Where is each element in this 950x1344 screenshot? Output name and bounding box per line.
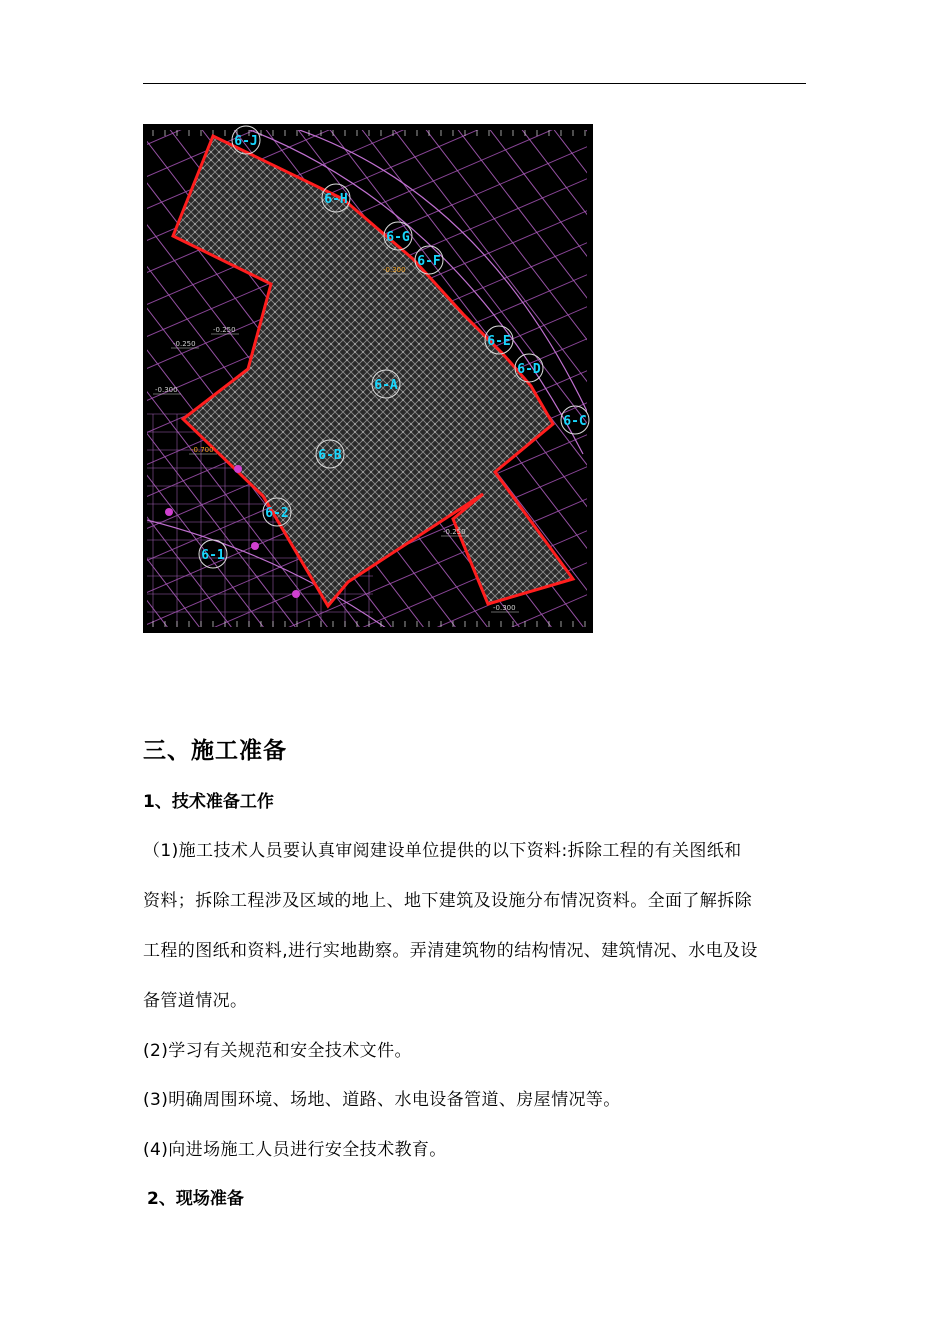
svg-text:6-H: 6-H — [324, 192, 348, 207]
list-item-3: (3)明确周围环境、场地、道路、水电设备管道、房屋情况等。 — [143, 1090, 621, 1110]
list-item-4: (4)向进场施工人员进行安全技术教育。 — [143, 1140, 447, 1160]
elevation-label: -0.250 — [213, 326, 236, 334]
list-item-2: (2)学习有关规范和安全技术文件。 — [143, 1041, 412, 1061]
subsection-title-tech-prep: 1、技术准备工作 — [143, 792, 274, 812]
elevation-label: -0.300 — [155, 386, 178, 394]
header-rule — [143, 83, 806, 84]
svg-text:6-G: 6-G — [386, 230, 410, 245]
svg-text:6-F: 6-F — [417, 254, 441, 269]
svg-text:6-D: 6-D — [517, 362, 541, 377]
cad-site-plan — [143, 124, 593, 633]
svg-text:6-C: 6-C — [563, 414, 587, 429]
paragraph-line: 备管道情况。 — [143, 991, 248, 1011]
elevation-label: -0.700 — [191, 446, 214, 454]
svg-text:6-2: 6-2 — [265, 506, 289, 521]
elevation-label: -0.300 — [493, 604, 516, 612]
elevation-label: -0.250 — [173, 340, 196, 348]
svg-text:6-E: 6-E — [487, 334, 511, 349]
svg-text:6-1: 6-1 — [201, 548, 225, 563]
svg-text:6-J: 6-J — [234, 134, 258, 149]
paragraph-line: 资料；拆除工程涉及区域的地上、地下建筑及设施分布情况资料。全面了解拆除 — [143, 891, 752, 911]
elevation-label: -0.250 — [443, 528, 466, 536]
paragraph-line: （1)施工技术人员要认真审阅建设单位提供的以下资料:拆除工程的有关图纸和 — [143, 841, 742, 861]
svg-text:6-B: 6-B — [318, 448, 342, 463]
subsection-title-site-prep: 2、现场准备 — [147, 1189, 244, 1209]
section-heading: 三、施工准备 — [143, 738, 287, 764]
svg-text:6-A: 6-A — [374, 378, 398, 393]
paragraph-line: 工程的图纸和资料,进行实地勘察。弄清建筑物的结构情况、建筑情况、水电及设 — [143, 941, 758, 961]
elevation-label: -0.300 — [383, 266, 406, 274]
